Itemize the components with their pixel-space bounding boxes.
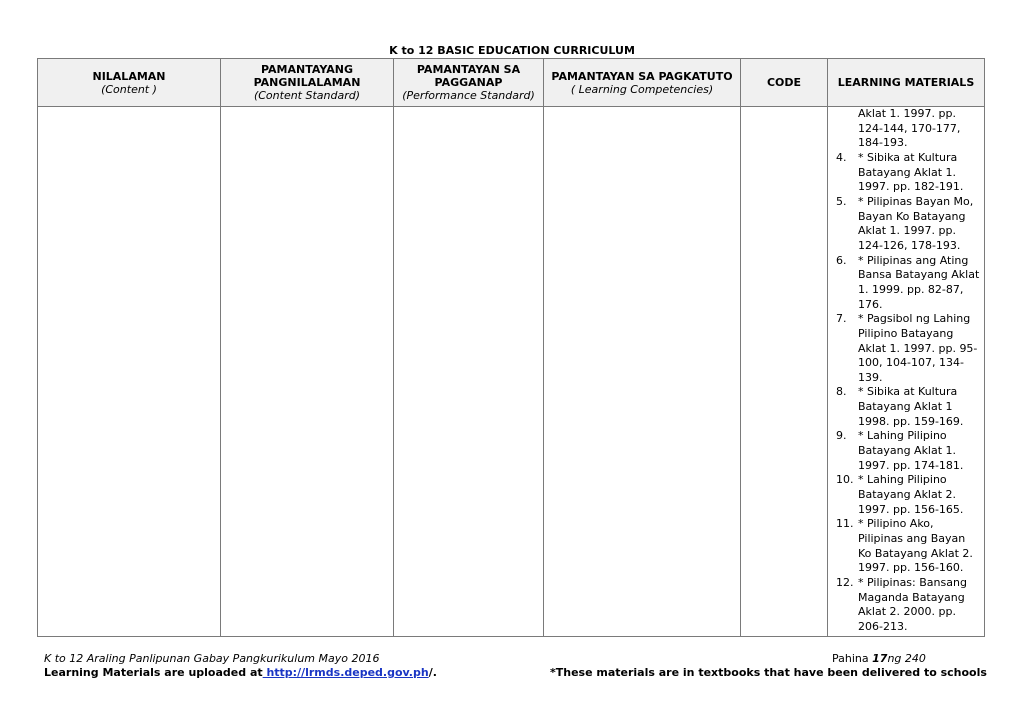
- list-item-number: [828, 107, 858, 151]
- header-performance-standard-label: PAMANTAYAN SA PAGGANAP: [416, 63, 521, 89]
- learning-materials-list: [828, 107, 984, 635]
- list-item-text: * Sibika at Kultura Batayang Aklat 1 1998. pp. 159-169.: [858, 385, 964, 428]
- header-content-standard-sublabel: (Content Standard): [253, 89, 361, 102]
- list-item: [828, 429, 984, 473]
- header-performance-standard: [394, 59, 544, 107]
- cell-content: [38, 107, 221, 637]
- upload-note-suffix: /.: [428, 666, 437, 679]
- header-learning-materials: [828, 59, 985, 107]
- header-content-standard: [221, 59, 394, 107]
- header-content-sublabel: (Content ): [101, 82, 157, 96]
- list-item-number: 4.: [836, 150, 847, 164]
- header-content: [38, 59, 221, 107]
- list-item-text: * Pilipinas: Bansang Maganda Batayang Aklat 2. 2000. pp. 206-213.: [858, 576, 967, 633]
- header-code-label: CODE: [766, 76, 802, 89]
- list-item: [828, 576, 984, 635]
- footer-guide-title: K to 12 Araling Panlipunan Gabay Pangkurikulum Mayo 2016: [44, 652, 380, 665]
- list-item-text: * Pilipino Ako, Pilipinas ang Bayan Ko Batayang Aklat 2. 1997. pp. 156-160.: [858, 517, 973, 575]
- table-row: [38, 107, 985, 637]
- list-item: [828, 151, 984, 195]
- header-performance-standard-sublabel: (Performance Standard): [402, 89, 535, 102]
- list-item-number: 8.: [836, 385, 847, 399]
- upload-note-text: Learning Materials are uploaded at: [44, 666, 263, 679]
- cell-learning-competencies: [544, 107, 741, 637]
- footer-upload-note: [44, 666, 437, 679]
- list-item: [828, 385, 984, 429]
- list-item-number: 6.: [836, 253, 847, 267]
- page-prefix: Pahina: [832, 652, 873, 665]
- footer-page-number: [832, 652, 926, 665]
- list-item-number: 10.: [836, 473, 854, 487]
- list-item-text: * Pilipinas Bayan Mo, Bayan Ko Batayang Aklat 1. 1997. pp. 124-126, 178-193.: [858, 194, 974, 252]
- header-row: [38, 59, 985, 107]
- curriculum-table: [37, 58, 985, 637]
- list-item-text: Aklat 1. 1997. pp. 124-144, 170-177, 184-193.: [858, 107, 961, 150]
- footer-textbook-note: *These materials are in textbooks that have been delivered to schools: [550, 666, 987, 679]
- cell-performance-standard: [394, 107, 544, 637]
- cell-learning-materials: [828, 107, 985, 637]
- cell-code: [741, 107, 828, 637]
- list-item: [828, 312, 984, 385]
- header-learning-materials-label: LEARNING MATERIALS: [837, 76, 975, 89]
- header-code: [741, 59, 828, 107]
- list-item: [828, 195, 984, 254]
- header-learning-competencies-label: PAMANTAYAN SA PAGKATUTO: [551, 69, 733, 83]
- list-item: [828, 517, 984, 576]
- list-item: [828, 107, 984, 151]
- page-suffix: ng 240: [887, 652, 926, 665]
- list-item-text: * Lahing Pilipino Batayang Aklat 1. 1997. pp. 174-181.: [858, 429, 964, 472]
- cell-content-standard: [221, 107, 394, 637]
- header-content-label: NILALAMAN: [92, 69, 166, 83]
- list-item-number: 5.: [836, 194, 847, 208]
- list-item-number: 12.: [836, 576, 854, 589]
- list-item: [828, 473, 984, 517]
- list-item-number: 11.: [836, 517, 854, 531]
- list-item-number: 9.: [836, 429, 847, 443]
- list-item-number: 7.: [836, 312, 847, 326]
- list-item-text: * Pilipinas ang Ating Bansa Batayang Aklat 1. 1999. pp. 82-87, 176.: [858, 253, 980, 311]
- header-content-standard-label: PAMANTAYANG PANGNILALAMAN: [253, 63, 361, 89]
- header-learning-competencies: [544, 59, 741, 107]
- list-item-text: * Sibika at Kultura Batayang Aklat 1. 1997. pp. 182-191.: [858, 150, 964, 194]
- document-title: K to 12 BASIC EDUCATION CURRICULUM: [389, 44, 635, 57]
- list-item-text: * Pagsibol ng Lahing Pilipino Batayang Aklat 1. 1997. pp. 95-100, 104-107, 134-139.: [858, 312, 978, 384]
- page-number: 17: [872, 652, 888, 665]
- lrmds-link[interactable]: http://lrmds.deped.gov.ph: [262, 666, 429, 679]
- header-learning-competencies-sublabel: ( Learning Competencies): [570, 82, 714, 96]
- list-item: [828, 254, 984, 313]
- list-item-text: * Lahing Pilipino Batayang Aklat 2. 1997. pp. 156-165.: [858, 473, 964, 516]
